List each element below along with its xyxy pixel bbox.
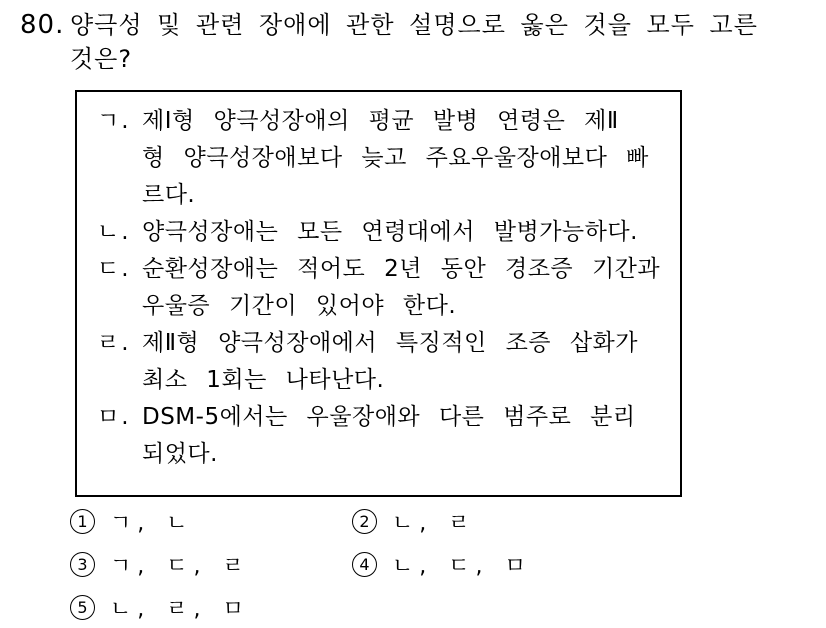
circled-number-4 [352, 552, 377, 577]
statement-text-m [142, 399, 680, 473]
options-row-3 [70, 586, 532, 628]
option-1-label: ㄱ, ㄴ [110, 511, 194, 536]
option-2-label: ㄴ, ㄹ [392, 511, 476, 536]
statement-text-r [142, 325, 680, 399]
statement-line: 되었다. [142, 441, 218, 467]
option-3-label: ㄱ, ㄷ, ㄹ [110, 554, 250, 579]
option-3[interactable] [70, 549, 352, 580]
answer-options [70, 500, 532, 628]
option-2[interactable] [352, 506, 476, 537]
statement-line: 우울증 기간이 있어야 한다. [142, 293, 457, 319]
question-number: 80. [20, 10, 65, 40]
circled-number-3 [70, 552, 95, 577]
statement-text-g [142, 103, 680, 214]
option-number: 2 [359, 511, 370, 531]
question-text-line-1: 양극성 및 관련 장애에 관한 설명으로 옳은 것을 모두 고른 [70, 11, 758, 39]
statement-text-d [142, 251, 680, 325]
option-number: 1 [77, 511, 88, 531]
statement-item-n [77, 214, 680, 251]
statement-line: 양극성장애는 모든 연령대에서 발병가능하다. [142, 219, 638, 245]
statement-line: 르다. [142, 182, 196, 208]
statement-marker-d: ㄷ. [97, 256, 131, 282]
statement-marker-n: ㄴ. [97, 219, 131, 245]
circled-number-1 [70, 509, 95, 534]
option-number: 3 [77, 554, 88, 574]
option-1[interactable] [70, 506, 352, 537]
circled-number-2 [352, 509, 377, 534]
statement-line: DSM-5에서는 우울장애와 다른 범주로 분리 [142, 404, 636, 430]
statement-marker-g: ㄱ. [97, 108, 131, 134]
statement-line: 형 양극성장애보다 늦고 주요우울장애보다 빠 [142, 145, 649, 171]
option-5[interactable] [70, 592, 352, 623]
options-row-1 [70, 500, 532, 543]
option-4[interactable] [352, 549, 532, 580]
statement-line: 제Ⅱ형 양극성장애에서 특징적인 조증 삽화가 [142, 330, 638, 356]
statement-item-r [77, 325, 680, 399]
question-text-line-2: 것은? [70, 45, 133, 73]
question-text [70, 8, 758, 76]
option-number: 4 [359, 554, 370, 574]
question-header [20, 8, 758, 76]
statement-marker-r: ㄹ. [97, 330, 131, 356]
statements-box [75, 90, 682, 497]
statement-item-d [77, 251, 680, 325]
statement-item-g [77, 103, 680, 214]
statement-line: 최소 1회는 나타난다. [142, 367, 385, 393]
statement-line: 순환성장애는 적어도 2년 동안 경조증 기간과 [142, 256, 661, 282]
option-number: 5 [77, 597, 88, 617]
statement-item-m [77, 399, 680, 473]
circled-number-5 [70, 595, 95, 620]
option-5-label: ㄴ, ㄹ, ㅁ [110, 597, 250, 622]
options-row-2 [70, 543, 532, 586]
statement-marker-m: ㅁ. [97, 404, 131, 430]
statement-text-n [142, 214, 680, 251]
option-4-label: ㄴ, ㄷ, ㅁ [392, 554, 532, 579]
statement-line: 제Ⅰ형 양극성장애의 평균 발병 연령은 제Ⅱ [142, 108, 619, 134]
